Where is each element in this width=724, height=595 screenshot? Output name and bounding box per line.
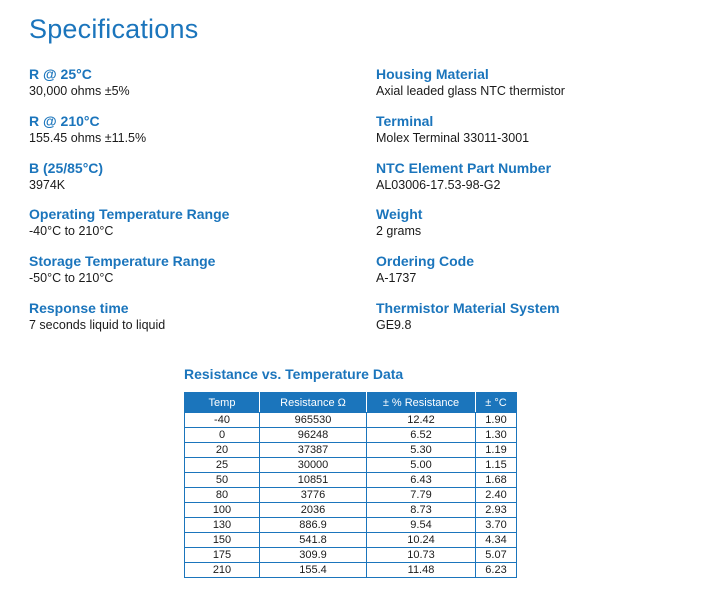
cell-resistance: 37387 (260, 443, 367, 458)
cell-temp-tolerance: 2.93 (476, 503, 517, 518)
spec-value: 30,000 ohms ±5% (29, 84, 130, 98)
cell-temp: 20 (185, 443, 260, 458)
specs-left-column (29, 65, 349, 346)
table-header-row (185, 393, 517, 413)
spec-value: AL03006-17.53-98-G2 (376, 177, 501, 192)
cell-temp-tolerance: 3.70 (476, 518, 517, 533)
page-title: Specifications (29, 14, 199, 44)
spec-ntc-part-number (376, 159, 696, 206)
header-temp-tolerance: ± °C (476, 393, 517, 413)
spec-label: Ordering Code (376, 253, 475, 270)
spec-label: R @ 25°C (29, 66, 92, 82)
header-resistance: Resistance Ω (260, 393, 367, 413)
cell-temp: -40 (185, 413, 260, 428)
cell-temp-tolerance: 1.68 (476, 473, 517, 488)
cell-resistance-tolerance: 5.00 (367, 458, 476, 473)
cell-temp-tolerance: 2.40 (476, 488, 517, 503)
cell-temp: 50 (185, 473, 260, 488)
table-row (185, 428, 517, 443)
cell-temp-tolerance: 1.15 (476, 458, 517, 473)
cell-resistance-tolerance: 10.24 (367, 533, 476, 548)
cell-temp: 80 (185, 488, 260, 503)
spec-label: Terminal (376, 112, 434, 129)
spec-label: Thermistor Material System (376, 299, 560, 316)
spec-ordering-code (376, 252, 696, 299)
spec-value: A-1737 (376, 271, 417, 286)
cell-temp: 210 (185, 563, 260, 578)
spec-label: Operating Temperature Range (29, 206, 230, 223)
spec-label: Response time (29, 299, 129, 316)
cell-resistance-tolerance: 6.43 (367, 473, 476, 488)
spec-label: B (25/85°C) (29, 159, 104, 176)
cell-temp-tolerance: 5.07 (476, 548, 517, 563)
cell-temp: 0 (185, 428, 260, 443)
header-temp: Temp (185, 393, 260, 413)
cell-resistance: 309.9 (260, 548, 367, 563)
spec-label: NTC Element Part Number (376, 159, 552, 176)
spec-value: 7 seconds liquid to liquid (29, 317, 166, 332)
spec-value: 155.45 ohms ±11.5% (29, 130, 147, 145)
table-row (185, 533, 517, 548)
spec-value: -50°C to 210°C (29, 271, 114, 286)
spec-value: 2 grams (376, 224, 422, 239)
cell-resistance-tolerance: 10.73 (367, 548, 476, 563)
spec-storage-temperature (29, 252, 349, 299)
cell-temp-tolerance: 4.34 (476, 533, 517, 548)
cell-temp-tolerance: 6.23 (476, 563, 517, 578)
cell-temp: 25 (185, 458, 260, 473)
cell-temp: 175 (185, 548, 260, 563)
cell-resistance-tolerance: 8.73 (367, 503, 476, 518)
spec-label: R @ 210°C (29, 112, 100, 129)
cell-resistance: 965530 (260, 413, 367, 428)
resistance-temperature-table (184, 392, 517, 578)
specs-right-column (376, 65, 696, 346)
cell-resistance: 541.8 (260, 533, 367, 548)
cell-temp: 130 (185, 518, 260, 533)
spec-value: -40°C to 210°C (29, 224, 114, 239)
cell-temp-tolerance: 1.90 (476, 413, 517, 428)
table-row (185, 503, 517, 518)
table-row (185, 413, 517, 428)
spec-label: Housing Material (376, 66, 489, 82)
cell-resistance: 155.4 (260, 563, 367, 578)
spec-operating-temperature (29, 205, 349, 252)
cell-resistance: 886.9 (260, 518, 367, 533)
cell-resistance: 96248 (260, 428, 367, 443)
spec-value: Molex Terminal 33011-3001 (376, 130, 530, 145)
cell-resistance: 3776 (260, 488, 367, 503)
cell-temp: 100 (185, 503, 260, 518)
cell-resistance: 30000 (260, 458, 367, 473)
spec-weight (376, 205, 696, 252)
table-row (185, 518, 517, 533)
cell-resistance-tolerance: 9.54 (367, 518, 476, 533)
cell-resistance-tolerance: 12.42 (367, 413, 476, 428)
cell-resistance: 10851 (260, 473, 367, 488)
cell-resistance-tolerance: 6.52 (367, 428, 476, 443)
spec-label: Weight (376, 206, 423, 223)
cell-temp: 150 (185, 533, 260, 548)
table-row (185, 443, 517, 458)
table-row (185, 458, 517, 473)
cell-resistance-tolerance: 7.79 (367, 488, 476, 503)
spec-b-value (29, 159, 349, 206)
cell-temp-tolerance: 1.19 (476, 443, 517, 458)
cell-resistance-tolerance: 5.30 (367, 443, 476, 458)
table-row (185, 563, 517, 578)
spec-r-210c (29, 112, 349, 159)
cell-temp-tolerance: 1.30 (476, 428, 517, 443)
spec-terminal (376, 112, 696, 159)
spec-housing-material (376, 65, 696, 112)
cell-resistance: 2036 (260, 503, 367, 518)
table-row (185, 548, 517, 563)
spec-value: 3974K (29, 177, 66, 192)
table-title: Resistance vs. Temperature Data (184, 366, 404, 382)
spec-material-system (376, 299, 696, 346)
header-resistance-tolerance: ± % Resistance (367, 393, 476, 413)
table-row (185, 488, 517, 503)
cell-resistance-tolerance: 11.48 (367, 563, 476, 578)
table-row (185, 473, 517, 488)
spec-value: Axial leaded glass NTC thermistor (376, 84, 565, 98)
spec-r-25c (29, 65, 349, 112)
spec-label: Storage Temperature Range (29, 253, 216, 270)
spec-value: GE9.8 (376, 317, 412, 332)
spec-response-time (29, 299, 349, 346)
table-body (185, 413, 517, 578)
